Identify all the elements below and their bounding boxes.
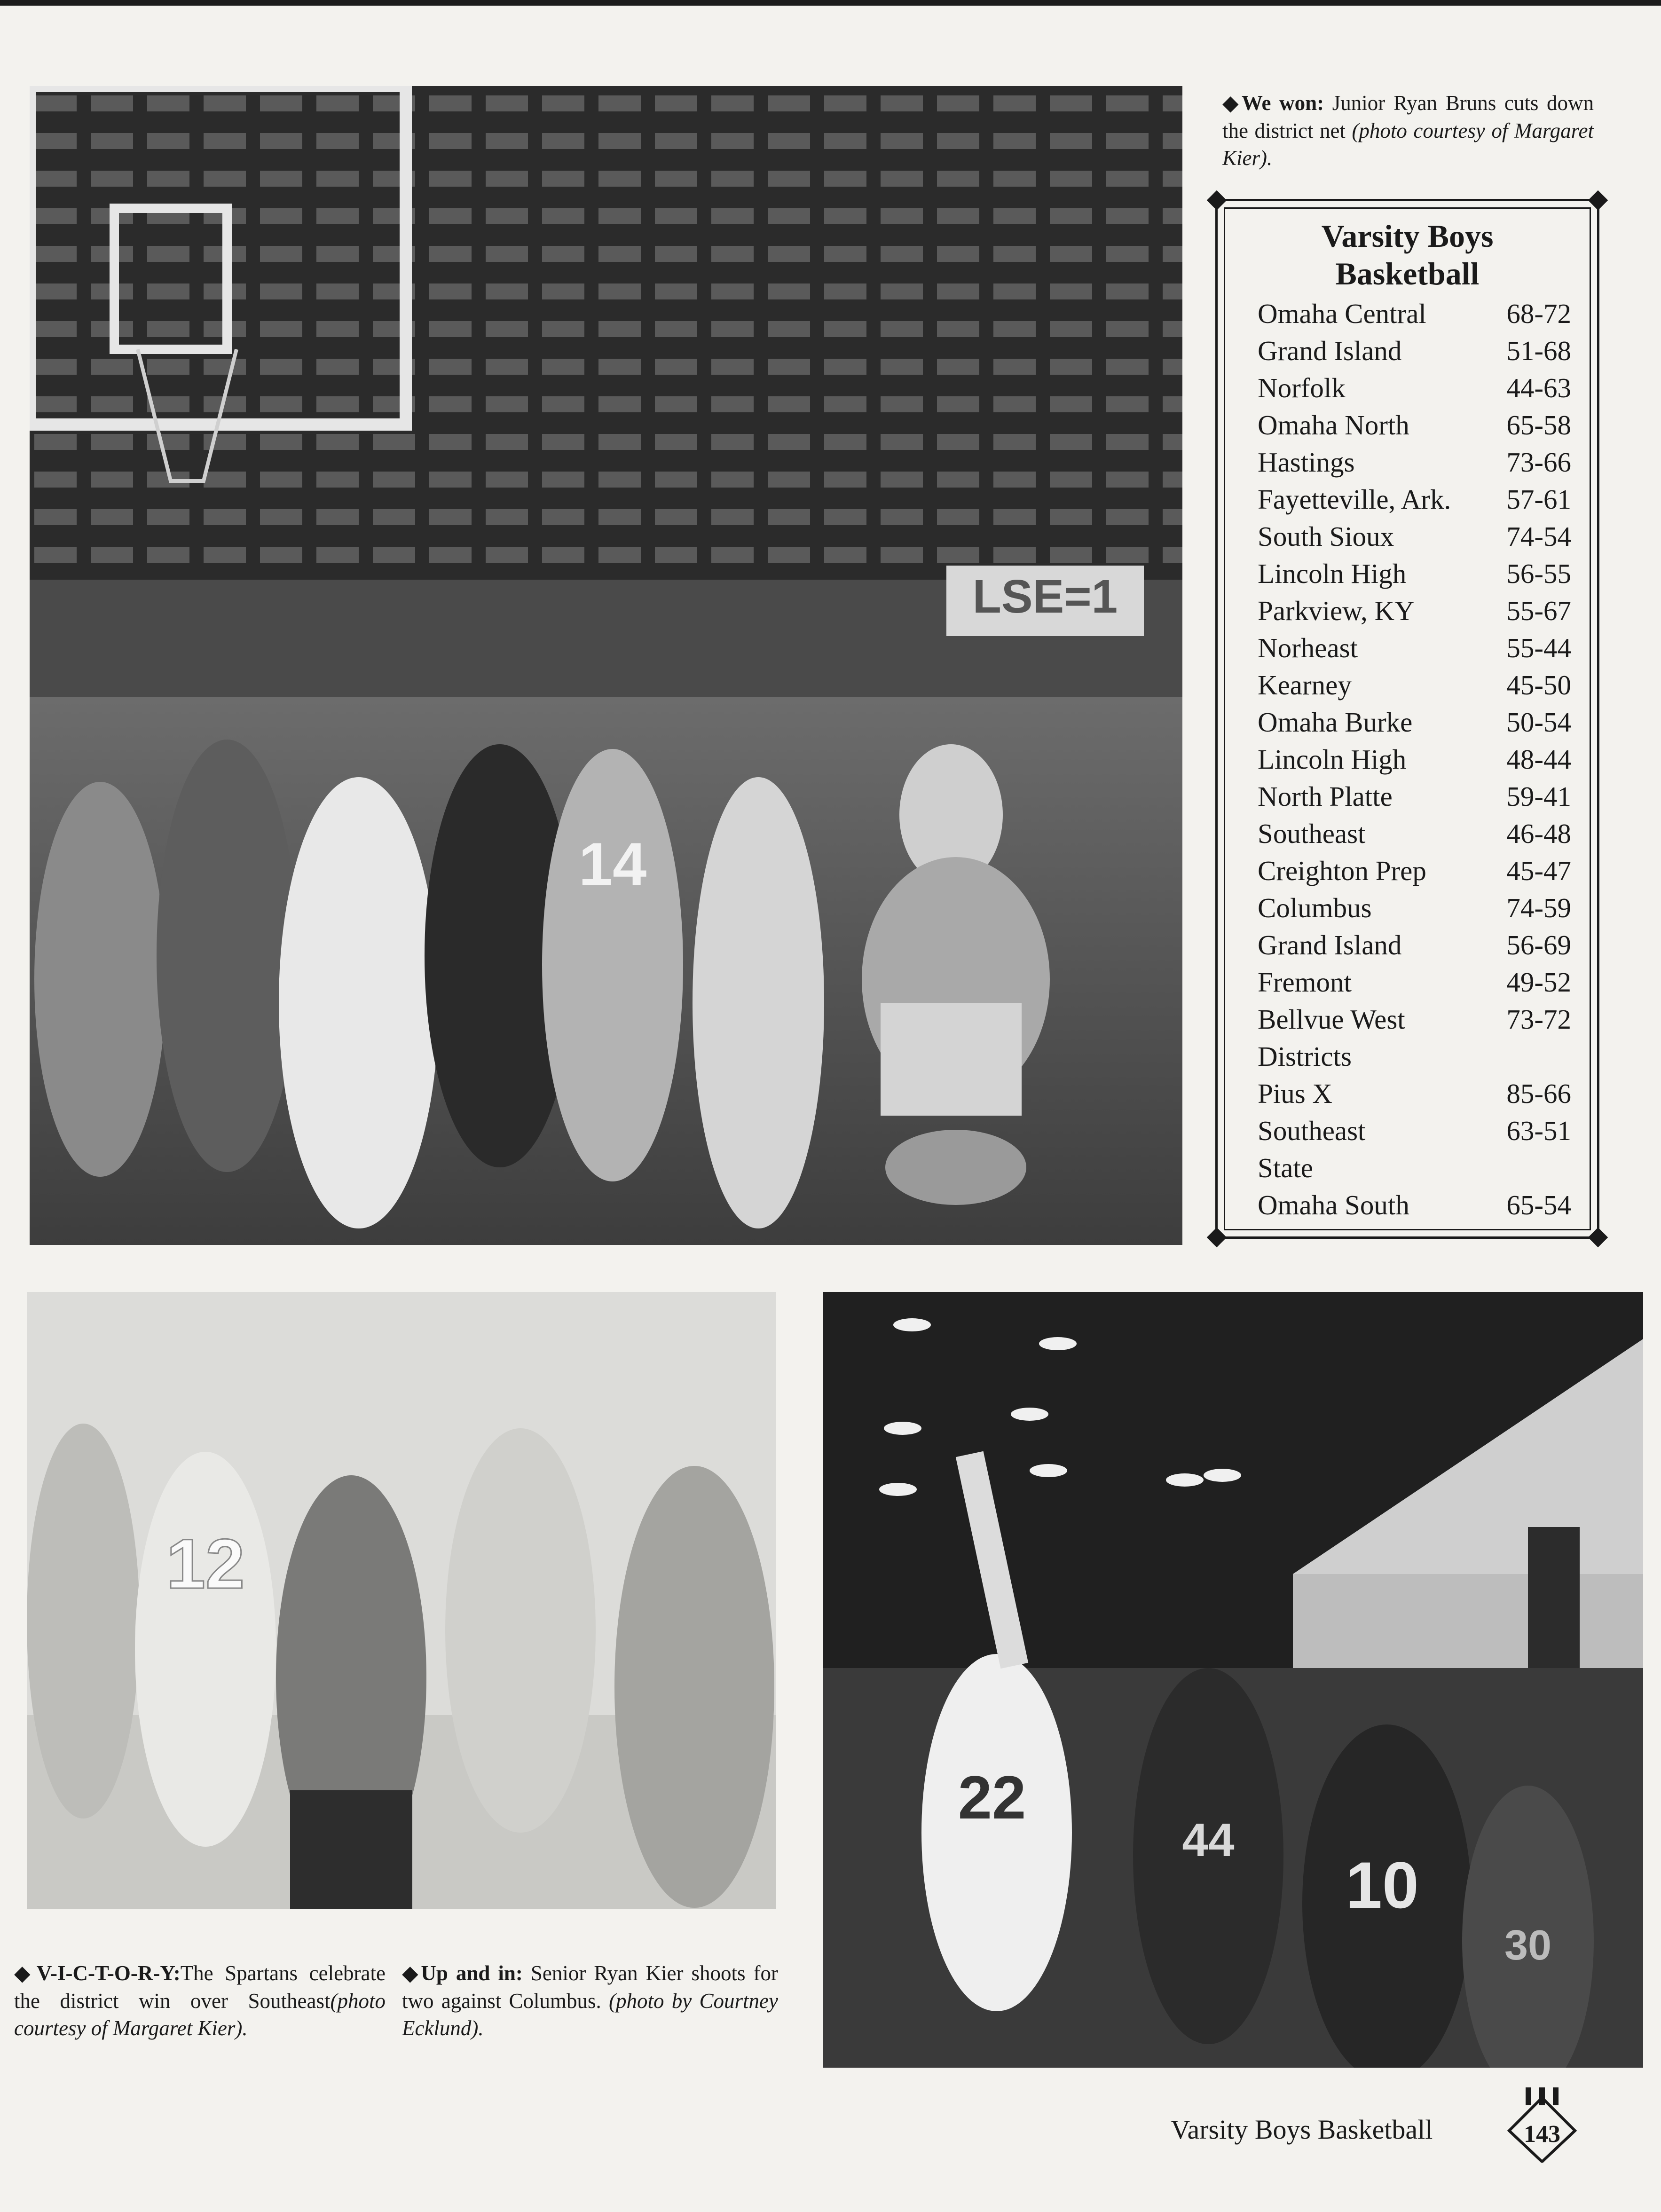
score-opponent: Omaha Burke — [1258, 707, 1413, 738]
score-row — [1258, 704, 1571, 741]
score-row — [1258, 927, 1571, 964]
score-row — [1258, 890, 1571, 927]
section-label: Varsity Boys Basketball — [1171, 2114, 1433, 2145]
score-opponent: Bellvue West — [1258, 1004, 1405, 1035]
caption-lead: ◆Up and in: — [402, 1961, 523, 1985]
score-opponent: South Sioux — [1258, 521, 1394, 552]
score-result — [1491, 1038, 1571, 1075]
score-opponent: Grand Island — [1258, 929, 1402, 960]
score-row — [1258, 1112, 1571, 1149]
score-row — [1258, 1075, 1571, 1112]
score-result: 68-72 — [1506, 298, 1571, 329]
score-row — [1258, 667, 1571, 704]
score-opponent: State — [1258, 1152, 1313, 1183]
score-opponent: Omaha Central — [1258, 298, 1426, 329]
score-opponent: Districts — [1258, 1041, 1352, 1072]
caption-lead: ◆We won: — [1222, 91, 1324, 115]
score-row — [1258, 1001, 1571, 1038]
score-row — [1258, 964, 1571, 1001]
score-result: 74-59 — [1506, 892, 1571, 923]
score-result: 55-44 — [1506, 632, 1571, 663]
score-result: 74-54 — [1506, 521, 1571, 552]
score-row — [1258, 370, 1571, 407]
score-row — [1258, 295, 1571, 332]
score-opponent: Norheast — [1258, 632, 1358, 663]
score-opponent: Creighton Prep — [1258, 855, 1426, 886]
score-opponent: Lincoln High — [1258, 558, 1407, 589]
score-opponent: North Platte — [1258, 781, 1393, 812]
score-opponent: Fremont — [1258, 967, 1352, 998]
jersey-number: 44 — [1182, 1814, 1235, 1866]
caption-text: The Spartans celebrate the district win over Southeast — [14, 1961, 386, 2013]
jersey-number: 10 — [1346, 1848, 1419, 1922]
score-row — [1258, 852, 1571, 890]
page-number: 143 — [1524, 2121, 1560, 2148]
score-result: 65-58 — [1506, 409, 1571, 441]
score-opponent: Lincoln High — [1258, 744, 1407, 775]
score-result: 45-47 — [1506, 855, 1571, 886]
caption-text: Junior Ryan Bruns cuts down the district net — [1222, 91, 1594, 142]
jersey-number: 14 — [578, 830, 647, 898]
scoreboard-title-line2: Basketball — [1335, 255, 1480, 291]
scoreboard-list — [1258, 295, 1571, 1224]
score-row — [1258, 518, 1571, 555]
score-result: 49-52 — [1506, 967, 1571, 998]
score-opponent: Kearney — [1258, 669, 1352, 701]
score-opponent: Grand Island — [1258, 335, 1402, 366]
score-result: 59-41 — [1506, 781, 1571, 812]
score-row — [1258, 332, 1571, 370]
score-opponent: Norfolk — [1258, 372, 1346, 403]
jersey-number: 12 — [166, 1524, 245, 1603]
score-opponent: Southeast — [1258, 1115, 1366, 1146]
score-opponent: Omaha North — [1258, 409, 1409, 441]
score-opponent: Pius X — [1258, 1078, 1333, 1109]
caption-net-cutting — [1222, 89, 1594, 172]
score-row — [1258, 444, 1571, 481]
top-border — [0, 0, 1661, 6]
score-opponent: Columbus — [1258, 892, 1372, 923]
score-result: 56-55 — [1506, 558, 1571, 589]
score-opponent: Southeast — [1258, 818, 1366, 849]
score-row — [1258, 778, 1571, 815]
caption-credit: (photo courtesy of Margaret Kier). — [14, 1989, 386, 2040]
score-row — [1258, 481, 1571, 518]
photo-victory-celebration — [27, 1292, 776, 1909]
score-row — [1258, 741, 1571, 778]
scoreboard-title-line1: Varsity Boys — [1321, 218, 1494, 254]
caption-up-and-in — [402, 1960, 778, 2042]
score-result: 45-50 — [1506, 669, 1571, 701]
score-result: 46-48 — [1506, 818, 1571, 849]
score-result: 73-72 — [1506, 1004, 1571, 1035]
score-opponent: Fayetteville, Ark. — [1258, 484, 1451, 515]
scoreboard-box — [1215, 199, 1599, 1239]
score-row — [1258, 1187, 1571, 1224]
score-result: 51-68 — [1506, 335, 1571, 366]
score-result: 85-66 — [1506, 1078, 1571, 1109]
score-row — [1258, 1038, 1571, 1075]
score-opponent: Omaha South — [1258, 1189, 1409, 1220]
caption-text: Senior Ryan Kier shoots for two against Columbus. — [402, 1961, 778, 2013]
caption-credit: (photo courtesy of Margaret Kier). — [1222, 118, 1594, 170]
score-row — [1258, 1149, 1571, 1187]
jersey-number: 22 — [958, 1763, 1026, 1832]
photo-net-cutting — [30, 86, 1182, 1245]
score-result: 44-63 — [1506, 372, 1571, 403]
score-result: 55-67 — [1506, 595, 1571, 626]
photo-net-cutting-image — [30, 86, 1182, 1245]
scoreboard-title — [1244, 218, 1571, 292]
score-result: 73-66 — [1506, 447, 1571, 478]
score-opponent: Parkview, KY — [1258, 595, 1415, 626]
score-opponent: Hastings — [1258, 447, 1355, 478]
score-result: 65-54 — [1506, 1189, 1571, 1220]
score-result: 57-61 — [1506, 484, 1571, 515]
score-result: 63-51 — [1506, 1115, 1571, 1146]
jersey-number: 30 — [1504, 1922, 1552, 1969]
score-row — [1258, 630, 1571, 667]
score-result: 50-54 — [1506, 707, 1571, 738]
photo-victory-image — [27, 1292, 776, 1909]
caption-lead: ◆V-I-C-T-O-R-Y: — [14, 1961, 181, 1985]
score-row — [1258, 592, 1571, 630]
score-result — [1491, 1149, 1571, 1187]
score-row — [1258, 815, 1571, 852]
caption-credit: (photo by Courtney Ecklund). — [402, 1989, 779, 2040]
score-row — [1258, 407, 1571, 444]
caption-victory — [14, 1960, 386, 2042]
score-result: 56-69 — [1506, 929, 1571, 960]
photo-up-and-in-image — [823, 1292, 1643, 2068]
arena-sign: LSE=1 — [972, 570, 1118, 623]
score-row — [1258, 555, 1571, 592]
score-result: 48-44 — [1506, 744, 1571, 775]
photo-up-and-in — [823, 1292, 1643, 2068]
